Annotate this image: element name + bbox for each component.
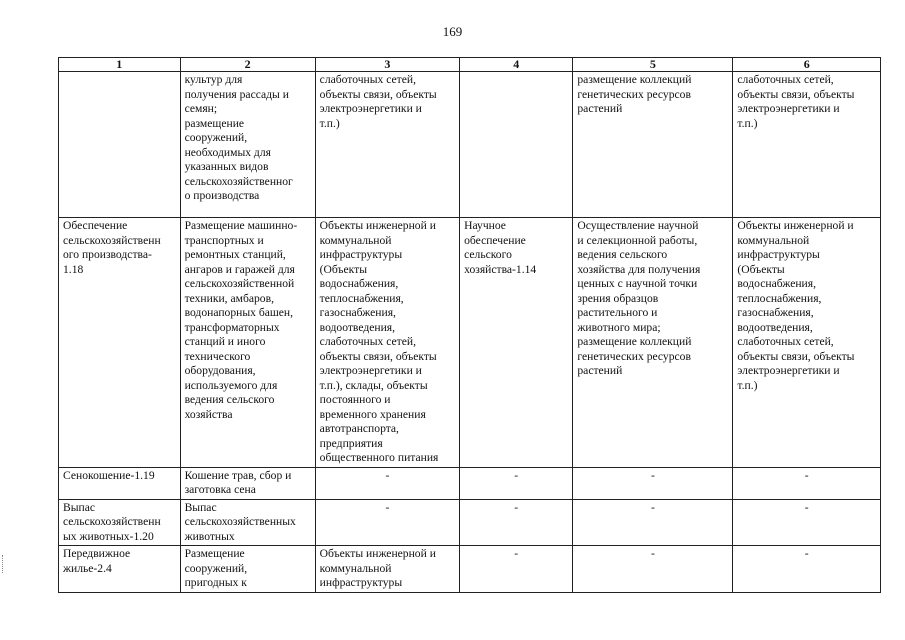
table-cell xyxy=(460,499,573,546)
table-cell xyxy=(573,546,733,593)
cell-text: Осуществление научной и селекционной работы, ведения сельского хозяйства для получения ценных с научной точки зрения образцов растительного и животного мира; размещение коллекций генетических ресурсов растений xyxy=(577,219,701,377)
table-cell xyxy=(733,467,881,499)
table-cell xyxy=(59,546,181,593)
table-cell xyxy=(180,546,315,593)
table-row xyxy=(59,467,881,499)
column-header-5: 5 xyxy=(573,58,733,72)
table-row xyxy=(59,218,881,468)
cell-text: слаботочных сетей, объекты связи, объекты электроэнергетики и т.п.) xyxy=(319,73,437,130)
empty-dash: - xyxy=(650,468,655,482)
cell-text: размещение коллекций генетических ресурсов растений xyxy=(577,73,692,115)
cell-text: Размещение машинно- транспортных и ремонтных станций, ангаров и гаражей для сельскохозяйственной техники, амбаров, водонапорных башен, трансформаторных станций и иного технического оборудования, используемого для ведения сельского хозяйства xyxy=(184,219,298,421)
cell-text: Научное обеспечение сельского хозяйства-1.14 xyxy=(464,219,537,276)
table-cell xyxy=(59,499,181,546)
cell-text: Обеспечение сельскохозяйственн ого производства- 1.18 xyxy=(63,219,161,276)
empty-dash: - xyxy=(804,547,809,560)
column-header-1: 1 xyxy=(59,58,181,72)
table-cell xyxy=(315,467,459,499)
table-cell xyxy=(733,218,881,468)
cell-text: Сенокошение-1.19 xyxy=(63,468,155,482)
table-cell xyxy=(573,499,733,546)
empty-dash: - xyxy=(385,468,390,482)
table-cell xyxy=(460,467,573,499)
table-cell xyxy=(180,72,315,218)
table-cell xyxy=(315,72,459,218)
table-cell xyxy=(59,218,181,468)
cell-text: Объекты инженерной и коммунальной инфраструктуры (Объекты водоснабжения, теплоснабжения, газоснабжения, водоотведения, слаботочных сетей, объекты связи, объекты электроэнергетики и т.п.) xyxy=(737,219,855,392)
empty-dash: - xyxy=(804,500,809,514)
empty-dash: - xyxy=(650,547,655,560)
table-cell xyxy=(59,72,181,218)
cell-text: слаботочных сетей, объекты связи, объекты электроэнергетики и т.п.) xyxy=(737,73,855,130)
scan-margin-mark xyxy=(2,555,7,573)
header-row xyxy=(59,58,881,72)
table-row xyxy=(59,546,881,593)
empty-dash: - xyxy=(514,547,519,560)
table-cell xyxy=(180,218,315,468)
table-cell xyxy=(315,218,459,468)
table-cell xyxy=(59,467,181,499)
table-cell xyxy=(180,467,315,499)
empty-dash: - xyxy=(514,500,519,514)
column-header-6: 6 xyxy=(733,58,881,72)
column-header-2: 2 xyxy=(180,58,315,72)
table-cell xyxy=(315,546,459,593)
table-cell xyxy=(460,72,573,218)
cell-text: Объекты инженерной и коммунальной инфраструктуры (Объекты водоснабжения, теплоснабжения, газоснабжения, водоотведения, слаботочных сетей, объекты связи, объекты электроэнергетики и т.п.), склады, объекты постоянного и временного хранения автотранспорта, предприятия общественного питания xyxy=(319,219,439,464)
table-cell xyxy=(460,546,573,593)
cell-text: Выпас сельскохозяйственных животных xyxy=(184,500,296,543)
land-use-table xyxy=(58,57,881,593)
cell-text: культур для получения рассады и семян; размещение сооружений, необходимых для указанных видов сельскохозяйственног о производства xyxy=(184,73,293,202)
column-header-4: 4 xyxy=(460,58,573,72)
cell-text: Размещение сооружений, пригодных к xyxy=(184,547,248,589)
table-cell xyxy=(573,72,733,218)
table-cell xyxy=(573,467,733,499)
column-header-3: 3 xyxy=(315,58,459,72)
cell-text: Выпас сельскохозяйственн ых животных-1.20 xyxy=(63,500,161,543)
empty-dash: - xyxy=(385,500,390,514)
table-row xyxy=(59,72,881,218)
cell-text: Объекты инженерной и коммунальной инфраструктуры xyxy=(319,547,436,589)
empty-dash: - xyxy=(650,500,655,514)
cell-text: Кошение трав, сбор и заготовка сена xyxy=(184,468,292,496)
table-cell xyxy=(315,499,459,546)
empty-dash: - xyxy=(514,468,519,482)
table-row xyxy=(59,499,881,546)
table-cell xyxy=(573,218,733,468)
table-cell xyxy=(733,499,881,546)
table-cell xyxy=(460,218,573,468)
page-number: 169 xyxy=(442,24,463,39)
table-cell xyxy=(733,72,881,218)
table-cell xyxy=(180,499,315,546)
cell-text: Передвижное жилье-2.4 xyxy=(63,547,131,575)
empty-dash: - xyxy=(804,468,809,482)
table-cell xyxy=(733,546,881,593)
